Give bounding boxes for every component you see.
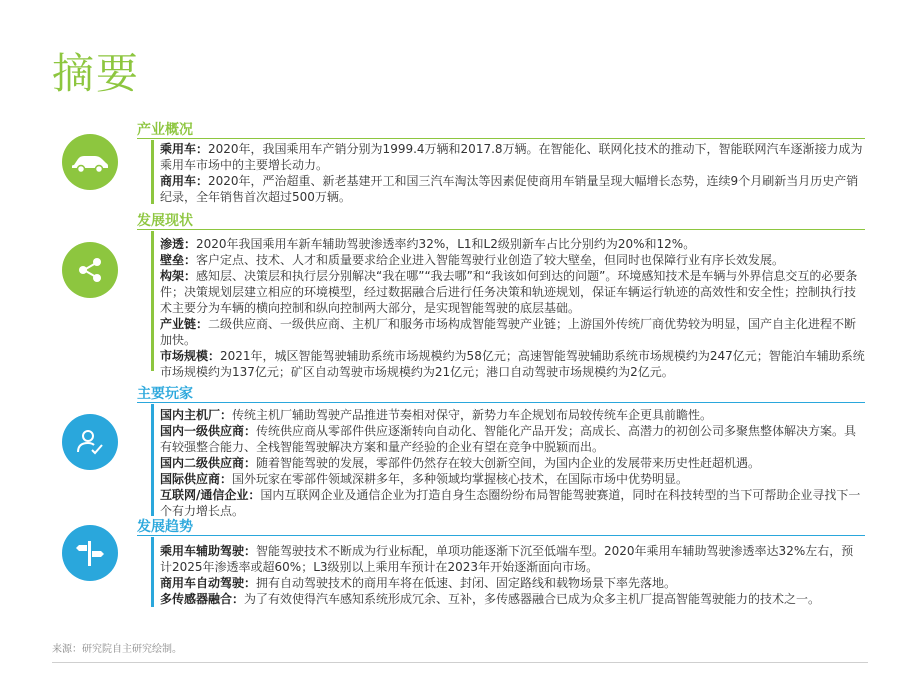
user-check-icon [62,414,118,470]
section-divider [137,402,865,403]
list-item: 乘用车辅助驾驶：智能驾驶技术不断成为行业标配，单项功能逐渐下沉至低端车型。2020年乘用车辅助驾驶渗透率达32%左右，预计2025年渗透率或超60%；L3级别以上乘用车预计在2023年开始逐渐面向市场。 [160,544,854,574]
list-item: 乘用车：2020年，我国乘用车产销分别为1999.4万辆和2017.8万辆。在智能化、联网化技术的推动下，智能联网汽车逐渐接力成为乘用车市场中的主要增长动力。 [160,142,863,172]
list-item: 市场规模：2021年，城区智能驾驶辅助系统市场规模约为58亿元；高速智能驾驶辅助系统市场规模约为247亿元；智能泊车辅助系统市场规模约为137亿元；矿区自动驾驶市场规模约为21亿元；港口自动驾驶市场规模约为2亿元。 [160,349,865,379]
list-item: 多传感器融合：为了有效使得汽车感知系统形成冗余、互补，多传感器融合已成为众多主机厂提高智能驾驶能力的技术之一。 [160,592,821,606]
section-body-development-trends [160,543,865,607]
section-heading-development-trends: 发展趋势 [137,519,193,535]
section-accent-bar [151,404,154,516]
section-heading-major-players: 主要玩家 [137,386,193,402]
section-heading-development-status: 发展现状 [137,213,193,229]
list-item: 商用车：2020年，严治超重、新老基建开工和国三汽车淘汰等因素促使商用车销量呈现大幅增长态势，连续9个月刷新当月历史产销纪录，全年销售首次超过500万辆。 [160,174,859,204]
list-item: 国内主机厂：传统主机厂辅助驾驶产品推进节奏相对保守，新势力车企规划布局较传统车企更具前瞻性。 [160,408,713,422]
section-divider [137,138,865,139]
section-divider [137,535,865,536]
section-divider [137,229,865,230]
section-body-industry-overview [160,141,865,205]
list-item: 壁垒：客户定点、技术、人才和质量要求给企业进入智能驾驶行业创造了较大壁垒，但同时也保障行业有序长效发展。 [160,253,785,267]
list-item: 商用车自动驾驶：拥有自动驾驶技术的商用车将在低速、封闭、固定路线和载物场景下率先落地。 [160,576,677,590]
list-item: 互联网/通信企业：国内互联网企业及通信企业为打造自身生态圈纷纷布局智能驾驶赛道，同时在科技转型的当下可帮助企业寻找下一个有力增长点。 [160,488,861,518]
section-body-major-players [160,407,865,519]
footer-divider [52,662,868,663]
list-item: 国内一级供应商：传统供应商从零部件供应逐渐转向自动化、智能化产品开发；高成长、高潜力的初创公司多聚焦整体解决方案。具有较强整合能力、全栈智能驾驶解决方案和量产经验的企业有望在竞争中脱颖而出。 [160,424,857,454]
section-accent-bar [151,537,154,607]
section-body-development-status [160,236,865,380]
source-note: 来源：研究院自主研究绘制。 [52,644,182,655]
share-icon [62,242,118,298]
car-icon [62,134,118,190]
section-heading-industry-overview: 产业概况 [137,122,193,138]
section-accent-bar [151,140,154,204]
list-item: 构架：感知层、决策层和执行层分别解决“我在哪”“我去哪”和“我该如何到达的问题”。环境感知技术是车辆与外界信息交互的必要条件；决策规划层建立相应的环境模型，经过数据融合后进行任务决策和轨迹规划，保证车辆运行轨迹的高效性和安全性；控制执行技术主要分为车辆的横向控制和纵向控制两大部分，是实现智能驾驶的底层基础。 [160,269,858,315]
list-item: 渗透：2020年我国乘用车新车辅助驾驶渗透率约32%，L1和L2级别新车占比分别约为20%和12%。 [160,237,696,251]
list-item: 产业链：二级供应商、一级供应商、主机厂和服务市场构成智能驾驶产业链；上游国外传统厂商优势较为明显，国产自主化进程不断加快。 [160,317,857,347]
signpost-icon [62,525,118,581]
section-accent-bar [151,231,154,371]
list-item: 国内二级供应商：随着智能驾驶的发展，零部件仍然存在较大创新空间，为国内企业的发展带来历史性赶超机遇。 [160,456,761,470]
page-title: 摘要 [52,49,141,98]
list-item: 国际供应商：国外玩家在零部件领域深耕多年，多种领域均掌握核心技术，在国际市场中优势明显。 [160,472,689,486]
